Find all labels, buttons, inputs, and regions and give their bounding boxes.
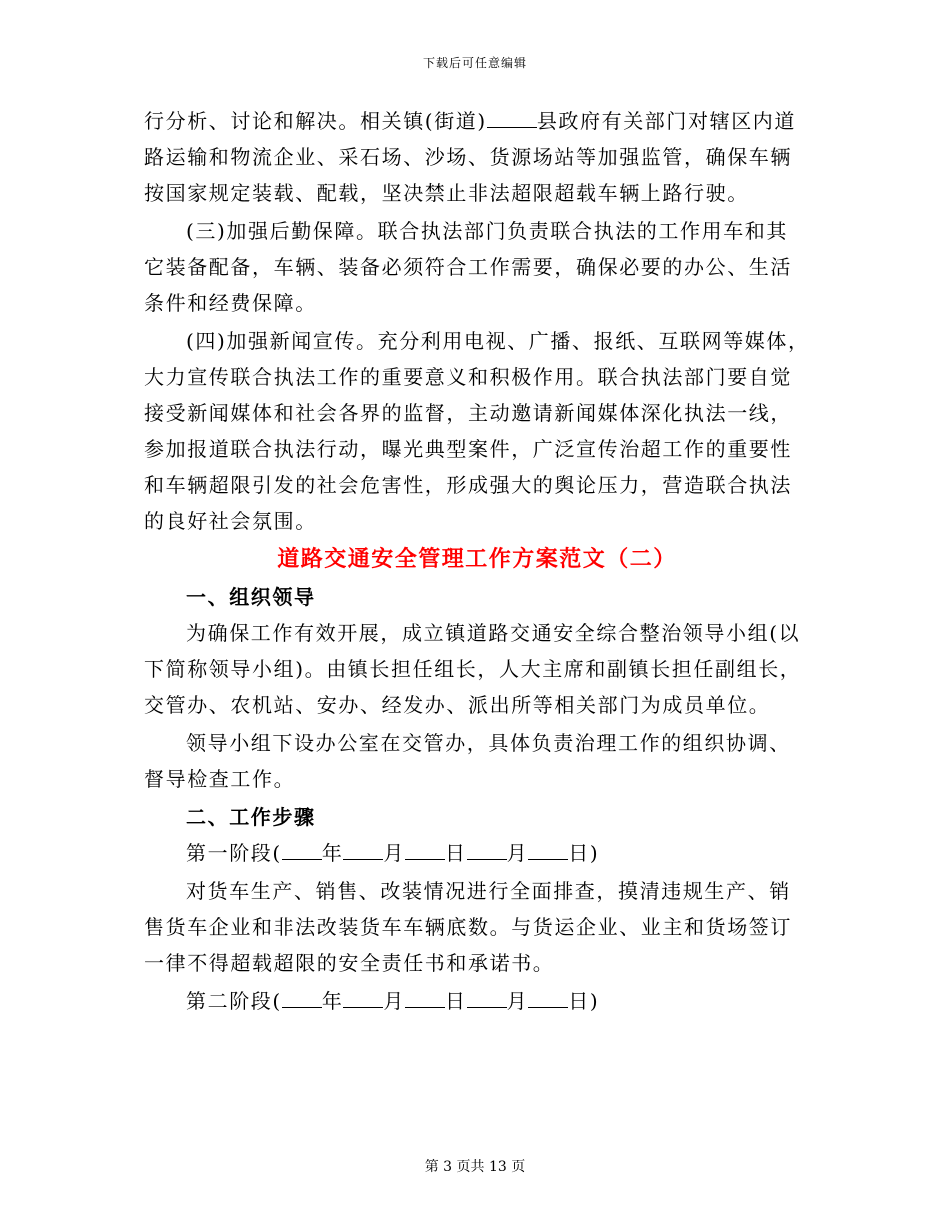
paragraph-line: (三)加强后勤保障。联合执法部门负责联合执法的工作用车和其 [186, 219, 789, 243]
paragraph-line: 售货车企业和非法改装货车车辆底数。与货运企业、业主和货场签订 [144, 915, 792, 939]
stage-label: 第二阶段( [186, 989, 282, 1013]
paragraph-line: 为确保工作有效开展，成立镇道路交通安全综合整治领导小组(以 [186, 621, 801, 645]
document-body [144, 103, 810, 1019]
paragraph-line: 条件和经费保障。 [144, 291, 317, 315]
text-segment: 月 [506, 841, 529, 865]
paragraph-line: 按国家规定装载、配载，坚决禁止非法超限超载车辆上路行驶。 [144, 181, 749, 205]
fill-blank [343, 989, 383, 1008]
stage-line [144, 835, 810, 871]
paragraph-line: 下简称领导小组)。由镇长担任组长，人大主席和副镇长担任副组长， [144, 657, 802, 681]
paragraph-line: 领导小组下设办公室在交管办，具体负责治理工作的组织协调、 [186, 731, 791, 755]
fill-blank [405, 989, 445, 1008]
text-segment: 月 [383, 841, 406, 865]
text-segment: 年 [321, 989, 344, 1013]
text-segment: 月 [383, 989, 406, 1013]
page-header: 下载后可任意编辑 [422, 56, 527, 70]
text-segment: 行分析、讨论和解决。相关镇(街道) [144, 109, 487, 133]
page-footer: 第 3 页共 13 页 [424, 1159, 526, 1175]
fill-blank [282, 989, 322, 1008]
section-title: 道路交通安全管理工作方案范文（二） [277, 546, 677, 572]
text-segment: 日) [568, 989, 600, 1013]
paragraph-line: 接受新闻媒体和社会各界的监督，主动邀请新闻媒体深化执法一线， [144, 401, 792, 425]
paragraph-line [144, 103, 810, 139]
fill-blank [343, 841, 383, 860]
text-segment: 年 [321, 841, 344, 865]
text-segment: 日) [568, 841, 600, 865]
text-segment: 日 [445, 841, 467, 865]
text-segment: 月 [506, 989, 529, 1013]
paragraph-line: (四)加强新闻宣传。充分利用电视、广播、报纸、互联网等媒体， [186, 329, 810, 353]
paragraph-line: 对货车生产、销售、改装情况进行全面排查，摸清违规生产、销 [186, 879, 791, 903]
stage-label: 第一阶段( [186, 841, 282, 865]
paragraph-line: 一律不得超载超限的安全责任书和承诺书。 [144, 951, 555, 975]
paragraph-line: 和车辆超限引发的社会危害性，形成强大的舆论压力，营造联合执法 [144, 473, 792, 497]
fill-blank [467, 989, 507, 1008]
fill-blank [405, 841, 445, 860]
paragraph-line: 它装备配备，车辆、装备必须符合工作需要，确保必要的办公、生活 [144, 255, 792, 279]
text-segment: 县政府有关部门对辖区内道 [536, 109, 797, 133]
fill-blank [487, 109, 537, 128]
stage-line [144, 983, 810, 1019]
paragraph-line: 路运输和物流企业、采石场、沙场、货源场站等加强监管，确保车辆 [144, 145, 792, 169]
paragraph-line: 大力宣传联合执法工作的重要意义和积极作用。联合执法部门要自觉 [144, 365, 792, 389]
paragraph-line: 参加报道联合执法行动，曝光典型案件，广泛宣传治超工作的重要性 [144, 437, 792, 461]
section-heading: 二、工作步骤 [186, 805, 316, 829]
paragraph-line: 交管办、农机站、安办、经发办、派出所等相关部门为成员单位。 [144, 693, 771, 717]
fill-blank [528, 989, 568, 1008]
section-heading: 一、组织领导 [186, 585, 316, 609]
paragraph-line: 的良好社会氛围。 [144, 509, 317, 533]
text-segment: 日 [445, 989, 467, 1013]
fill-blank [467, 841, 507, 860]
fill-blank [528, 841, 568, 860]
paragraph-line: 督导检查工作。 [144, 767, 296, 791]
fill-blank [282, 841, 322, 860]
